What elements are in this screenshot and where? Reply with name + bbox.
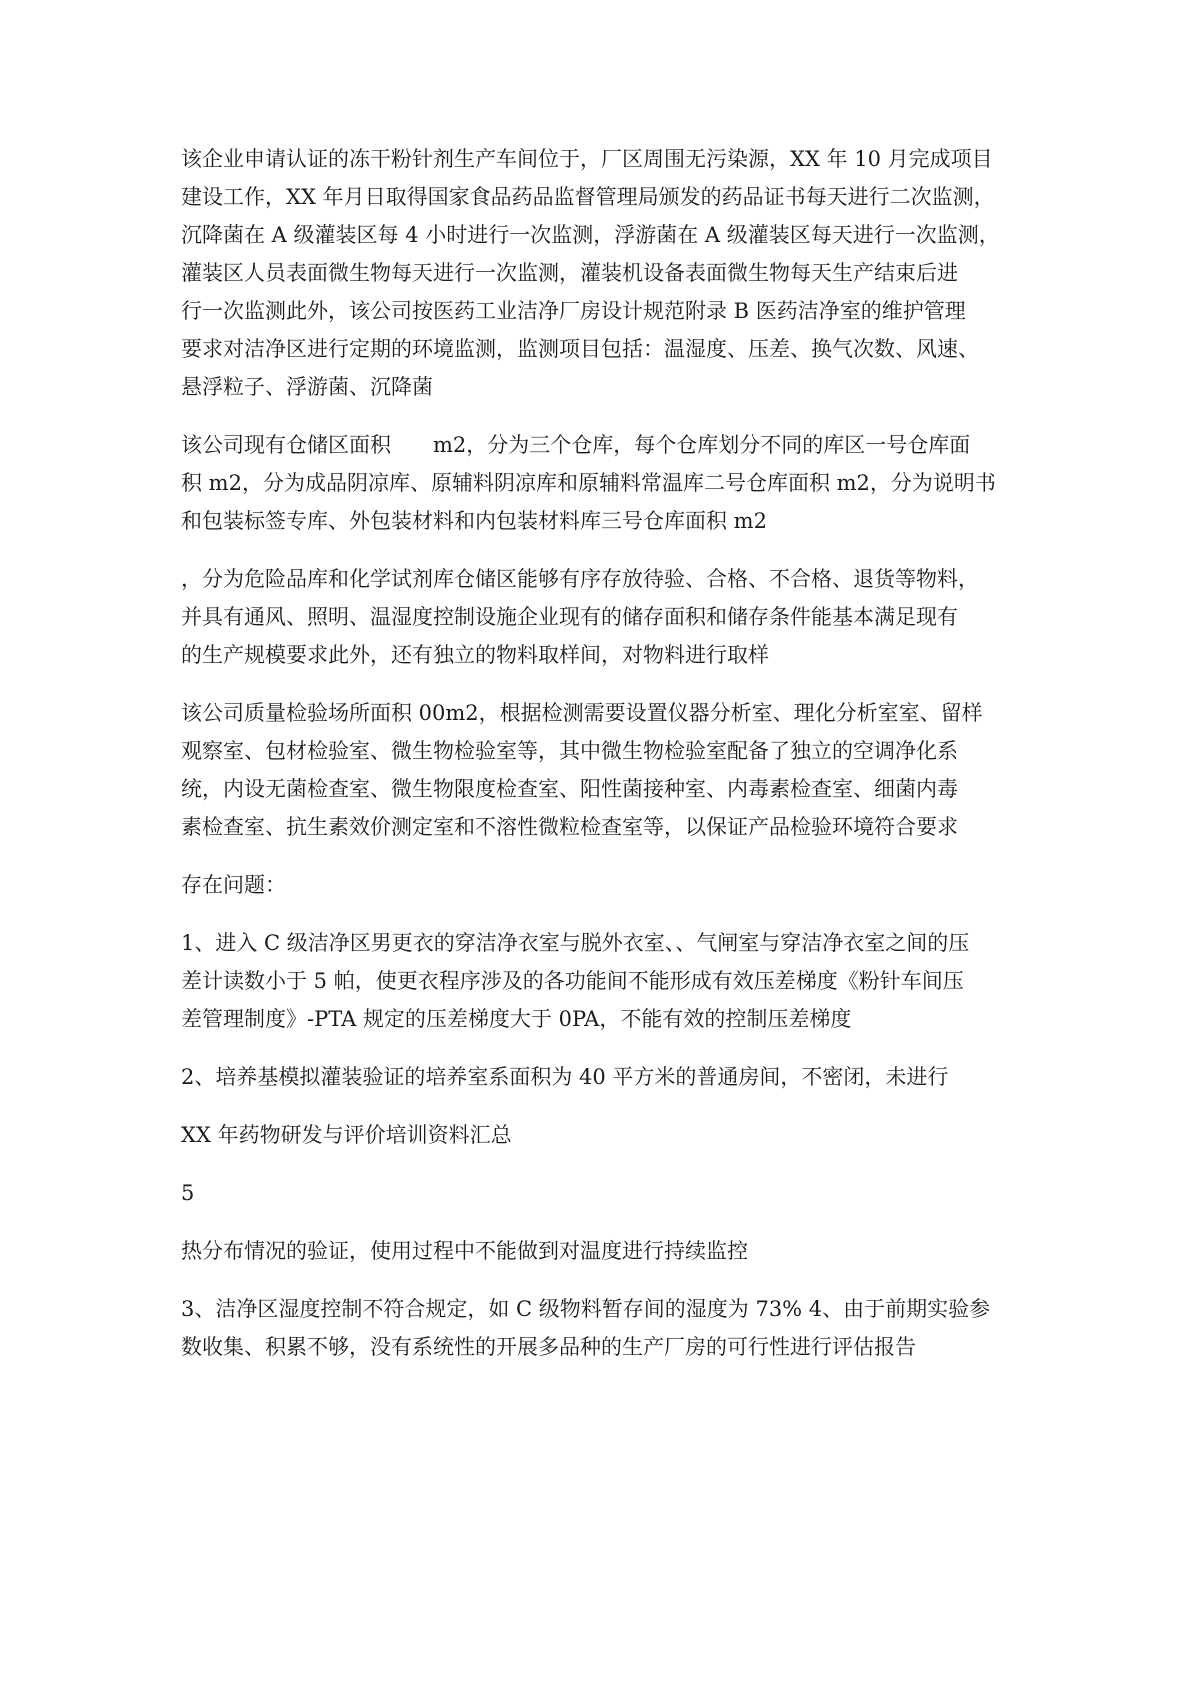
text-line: 统，内设无菌检查室、微生物限度检查室、阳性菌接种室、内毒素检查室、细菌内毒 [181,777,958,801]
text-line: 存在问题： [181,873,286,897]
text-line: 悬浮粒子、浮游菌、沉降菌 [181,375,433,399]
page-number [181,1174,1026,1212]
text-line: 差计读数小于 5 帕，使更衣程序涉及的各功能间不能形成有效压差梯度《粉针车间压 [181,969,964,993]
text-line: 建设工作，XX 年月日取得国家食品药品监督管理局颁发的药品证书每天进行二次监测， [181,185,995,209]
text-line: 素检查室、抗生素效价测定室和不溶性微粒检查室等，以保证产品检验环境符合要求 [181,815,958,839]
text-line: 数收集、积累不够，没有系统性的开展多品种的生产厂房的可行性进行评估报告 [181,1335,916,1359]
issue-item-1 [181,924,1026,1038]
text-line: 沉降菌在 A 级灌装区每 4 小时进行一次监测，浮游菌在 A 级灌装区每天进行一次监测， [181,223,1000,247]
paragraph-storage-conditions [181,560,1026,674]
text-line: 该企业申请认证的冻干粉针剂生产车间位于，厂区周围无污染源，XX 年 10 月完成项目 [181,147,993,171]
paragraph-cleanroom-monitoring [181,140,1026,406]
issue-item-2 [181,1058,1026,1096]
text-line: 的生产规模要求此外，还有独立的物料取样间，对物料进行取样 [181,643,769,667]
issue-item-3-4 [181,1290,1026,1366]
text-line: 和包装标签专库、外包装材料和内包装材料库三号仓库面积 m2 [181,509,767,533]
text-line: 2、培养基模拟灌装验证的培养室系面积为 40 平方米的普通房间，不密闭，未进行 [181,1065,949,1089]
text-line: 该公司质量检验场所面积 00m2，根据检测需要设置仪器分析室、理化分析室室、留样 [181,701,983,725]
text-line: 灌装区人员表面微生物每天进行一次监测，灌装机设备表面微生物每天生产结束后进 [181,261,958,285]
issue-item-2-continued [181,1232,1026,1270]
text-line: 行一次监测此外，该公司按医药工业洁净厂房设计规范附录 B 医药洁净室的维护管理 [181,299,966,323]
text-line: 5 [181,1181,195,1205]
text-line: 该公司现有仓储区面积 m2，分为三个仓库，每个仓库划分不同的库区一号仓库面 [181,433,971,457]
text-line: 积 m2，分为成品阴凉库、原辅料阴凉库和原辅料常温库二号仓库面积 m2，分为说明书 [181,471,996,495]
text-line: 1、进入 C 级洁净区男更衣的穿洁净衣室与脱外衣室、、气闸室与穿洁净衣室之间的压 [181,931,970,955]
text-line: 差管理制度》-PTA 规定的压差梯度大于 0PA，不能有效的控制压差梯度 [181,1007,852,1031]
text-line: 并具有通风、照明、温湿度控制设施企业现有的储存面积和储存条件能基本满足现有 [181,605,958,629]
heading-issues [181,866,1026,904]
text-line: 热分布情况的验证，使用过程中不能做到对温度进行持续监控 [181,1239,748,1263]
document-body [181,140,1026,1386]
text-line: 3、洁净区湿度控制不符合规定，如 C 级物料暂存间的湿度为 73% 4、由于前期实验参 [181,1297,991,1321]
text-line: ，分为危险品库和化学试剂库仓储区能够有序存放待验、合格、不合格、退货等物料， [181,567,979,591]
paragraph-qc-lab [181,694,1026,846]
paragraph-storage-area [181,426,1026,540]
text-line: 观察室、包材检验室、微生物检验室等，其中微生物检验室配备了独立的空调净化系 [181,739,958,763]
running-footer-title [181,1116,1026,1154]
text-line: 要求对洁净区进行定期的环境监测，监测项目包括：温湿度、压差、换气次数、风速、 [181,337,979,361]
text-line: XX 年药物研发与评价培训资料汇总 [181,1123,512,1147]
